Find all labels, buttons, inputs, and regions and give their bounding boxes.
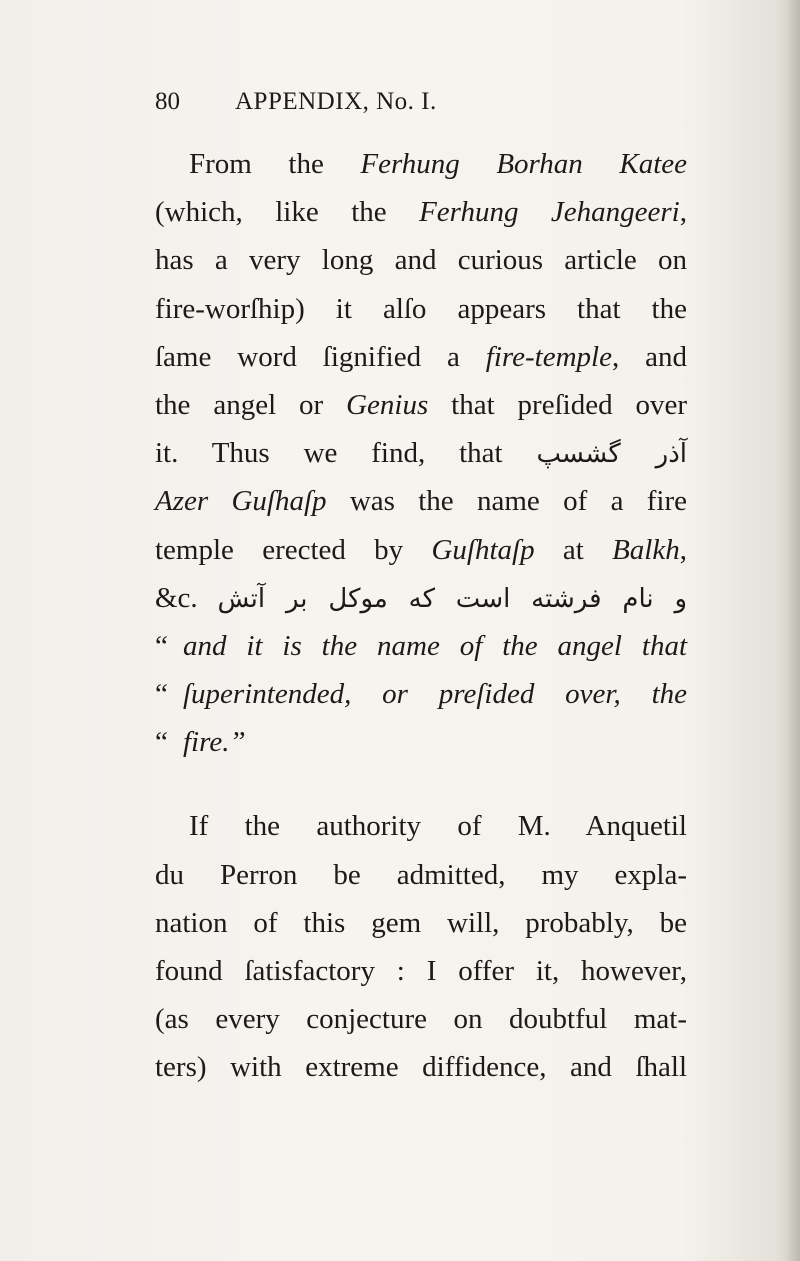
page-edge-shadow [786,0,800,1261]
text-run: temple erected by [155,533,432,566]
text-line [155,140,687,188]
text-run: was the name of a fire [326,485,687,518]
text-line [155,188,687,236]
text-line: found ſatisfactory : I offer it, however, [155,955,687,987]
text-line: nation of this gem will, probably, be [155,906,687,939]
text-line [155,333,687,381]
title-reference: Ferhung Jehangeeri [419,196,680,229]
text-run: From the [189,148,361,180]
text-line [155,622,687,670]
text-run: , [679,196,687,229]
text-run: the angel or [155,388,347,421]
persian-text: و نام فرشته است که موکل بر آتش [217,583,688,614]
text-line: (as every conjecture on doubtful mat- [155,1003,687,1036]
text-line [155,670,687,718]
italic-quotation: ſuperintended, or preſided over, the [183,678,687,711]
text-run: , and [611,340,687,373]
text-run: that preſided over [428,388,687,421]
italic-term: Azer Guſhaſp [155,485,327,518]
text-line: ters) with extreme diffidence, and ſhall [155,1051,687,1084]
text-run: , [679,533,687,566]
title-reference: Ferhung Borhan Katee [360,148,687,180]
page-number: 80 [155,88,180,115]
text-line: If the authority of M. Anquetil [189,810,687,843]
quote-mark: “ [155,678,168,711]
page-header [155,88,695,122]
text-line [155,477,687,525]
italic-term: Guſhtaſp [431,533,535,566]
quote-mark: “ [155,726,168,759]
text-line [155,429,687,477]
text-run: at [534,533,613,566]
body-text [155,140,687,1092]
text-line: has a very long and curious article on [155,244,687,277]
italic-term: fire-temple [485,340,612,373]
text-run: ſame word ſignified a [155,340,486,373]
text-run: &c. [155,581,218,614]
text-line [155,574,687,622]
italic-term: Genius [346,388,429,421]
text-run: (which, like the [155,196,420,229]
italic-quotation: fire.” [183,726,246,759]
paragraph-gap [155,766,687,802]
quote-mark: “ [155,629,168,662]
persian-text: آذر گشسپ [536,439,688,470]
text-run: it. Thus we find, that [155,437,537,470]
text-line [155,526,687,574]
text-line [155,718,687,766]
text-line [155,381,687,429]
running-head: APPENDIX, No. I. [235,88,437,115]
text-line: fire-worſhip) it alſo appears that the [155,292,687,325]
italic-term: Balkh [612,533,680,566]
text-line: du Perron be admitted, my expla- [155,858,687,891]
italic-quotation: and it is the name of the angel that [183,629,687,662]
